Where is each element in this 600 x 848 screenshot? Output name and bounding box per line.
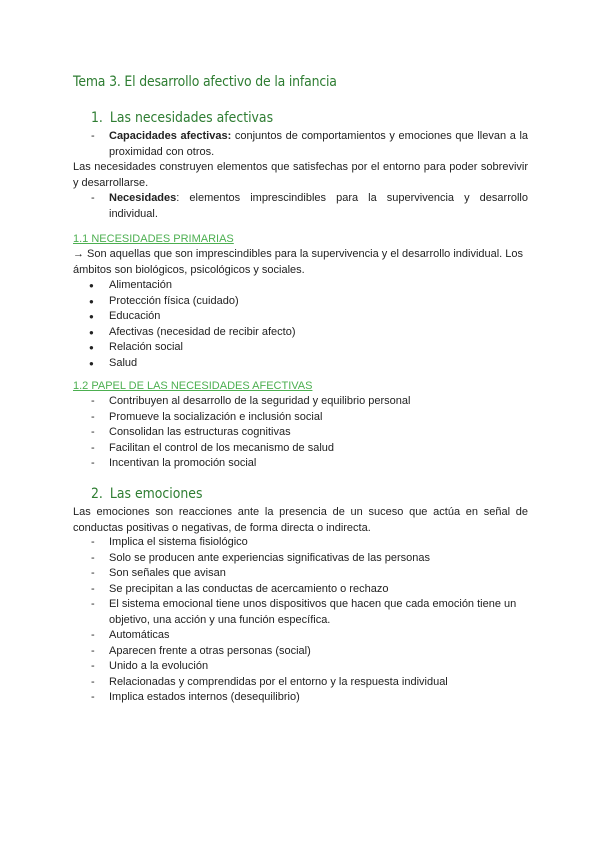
list-item: - Se precipitan a las conductas de acercamiento o rechazo bbox=[73, 582, 528, 598]
list-item: - Contribuyen al desarrollo de la seguridad y equilibrio personal bbox=[73, 394, 528, 410]
section-1-paragraph: Las necesidades construyen elementos que satisfechas por el entorno para poder sobrevivir y desarrollarse. bbox=[73, 161, 528, 189]
subsection-1-1-list bbox=[73, 278, 528, 371]
list-item: ● Educación bbox=[73, 309, 528, 325]
definition-text: conjuntos de comportamientos y emociones que llevan a la proximidad con otros. bbox=[109, 130, 529, 158]
subsection-1-1-title: 1.1 NECESIDADES PRIMARIAS bbox=[73, 233, 234, 245]
list-item bbox=[73, 129, 528, 160]
term-necesidades: Necesidades bbox=[109, 192, 177, 204]
section-2-paragraph: Las emociones son reacciones ante la presencia de un suceso que actúa en señal de conductas positivas o negativas, de forma directa o indirecta. bbox=[73, 506, 528, 534]
list-item: - Consolidan las estructuras cognitivas bbox=[73, 425, 528, 441]
section-2-number: 2. bbox=[91, 486, 103, 502]
section-1-list-b bbox=[73, 191, 528, 222]
section-1-list-a bbox=[73, 129, 528, 160]
list-item: - El sistema emocional tiene unos dispositivos que hacen que cada emoción tiene un objetivo, una acción y una función específica. bbox=[73, 597, 528, 628]
list-item: - Aparecen frente a otras personas (social) bbox=[73, 644, 528, 660]
list-item: - Unido a la evolución bbox=[73, 659, 528, 675]
section-2-title: Las emociones bbox=[109, 486, 203, 502]
list-item: ● Alimentación bbox=[73, 278, 528, 294]
list-item: - Solo se producen ante experiencias significativas de las personas bbox=[73, 551, 528, 567]
list-item: - Automáticas bbox=[73, 628, 528, 644]
subsection-1-2-list bbox=[73, 394, 528, 472]
list-item bbox=[73, 191, 528, 222]
section-2-heading bbox=[91, 486, 202, 502]
section-1-number: 1. bbox=[91, 110, 103, 126]
subsection-1-2-title: 1.2 PAPEL DE LAS NECESIDADES AFECTIVAS bbox=[73, 380, 313, 392]
list-item: ● Relación social bbox=[73, 340, 528, 356]
list-item: - Incentivan la promoción social bbox=[73, 456, 528, 472]
list-item: - Implica estados internos (desequilibrio) bbox=[73, 690, 528, 706]
subsection-1-1-paragraph: → Son aquellas que son imprescindibles para la supervivencia y el desarrollo individual. Los ámbitos son biológicos, psicológicos y sociales. bbox=[73, 248, 524, 276]
definition-text: : elementos imprescindibles para la supervivencia y desarrollo individual. bbox=[109, 192, 528, 220]
list-item: ● Afectivas (necesidad de recibir afecto) bbox=[73, 325, 528, 341]
list-item: - Implica el sistema fisiológico bbox=[73, 535, 528, 551]
section-2-list bbox=[73, 535, 528, 706]
document-title: Tema 3. El desarrollo afectivo de la infancia bbox=[73, 74, 337, 90]
section-1-title: Las necesidades afectivas bbox=[109, 110, 274, 126]
list-item: - Relacionadas y comprendidas por el entorno y la respuesta individual bbox=[73, 675, 528, 691]
list-item: ● Salud bbox=[73, 356, 528, 372]
list-item: ● Protección física (cuidado) bbox=[73, 294, 528, 310]
section-1-heading bbox=[91, 110, 273, 126]
list-item: - Facilitan el control de los mecanismo de salud bbox=[73, 441, 528, 457]
list-item: - Promueve la socialización e inclusión social bbox=[73, 410, 528, 426]
term-capacidades: Capacidades afectivas: bbox=[109, 130, 232, 142]
list-item: - Son señales que avisan bbox=[73, 566, 528, 582]
